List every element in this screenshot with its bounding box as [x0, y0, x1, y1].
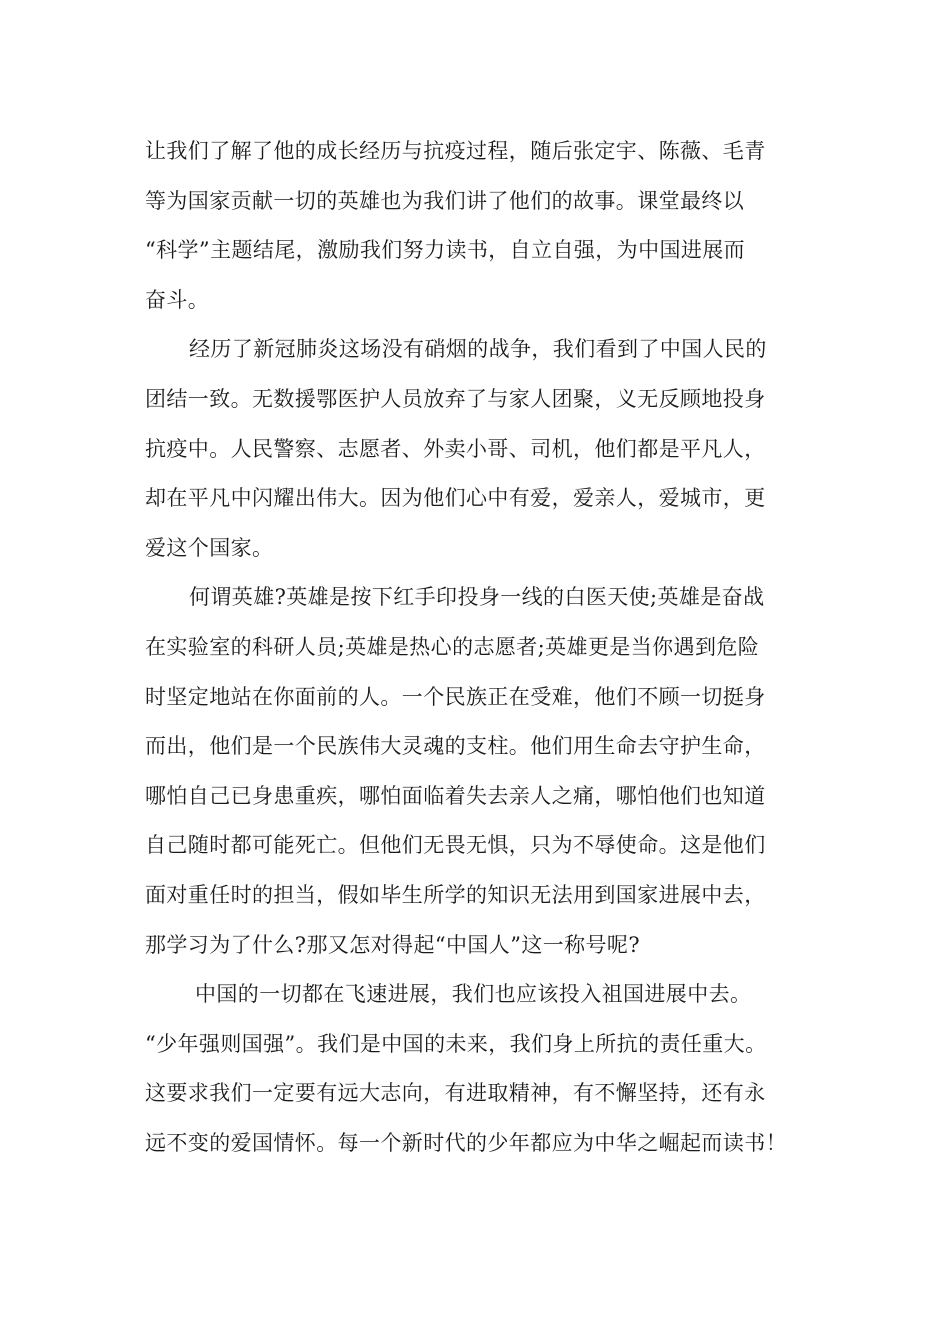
text-line: 等为国家贡献一切的英雄也为我们讲了他们的故事。课堂最终以 — [145, 188, 745, 213]
text-line: 哪怕自己已身患重疾，哪怕面临着失去亲人之痛，哪怕他们也知道 — [145, 783, 766, 808]
text-line: 自己随时都可能死亡。但他们无畏无惧，只为不辱使命。这是他们 — [145, 833, 766, 858]
text-line: 时坚定地站在你面前的人。一个民族正在受难，他们不顾一切挺身 — [145, 684, 766, 709]
text-line: 团结一致。无数援鄂医护人员放弃了与家人团聚，义无反顾地投身 — [145, 386, 766, 411]
text-line: 奋斗。 — [145, 287, 210, 312]
text-line: 那学习为了什么?那又怎对得起“中国人”这一称号呢? — [145, 932, 640, 957]
text-line: 爱这个国家。 — [145, 535, 274, 560]
text-line: 在实验室的科研人员;英雄是热心的志愿者;英雄更是当你遇到危险 — [145, 634, 760, 659]
text-line: 而出，他们是一个民族伟大灵魂的支柱。他们用生命去守护生命， — [145, 734, 766, 759]
text-line: 这要求我们一定要有远大志向，有进取精神，有不懈坚持，还有永 — [145, 1081, 766, 1106]
paragraph-start-line: 经历了新冠肺炎这场没有硝烟的战争，我们看到了中国人民的 — [189, 337, 767, 362]
text-line: “科学”主题结尾，激励我们努力读书，自立自强，为中国进展而 — [145, 238, 746, 263]
text-line: “少年强则国强”。我们是中国的未来，我们身上所抗的责任重大。 — [145, 1031, 767, 1056]
document-body — [145, 127, 835, 1168]
text-line: 让我们了解了他的成长经历与抗疫过程，随后张定宇、陈薇、毛青 — [145, 139, 766, 163]
text-line: 抗疫中。人民警察、志愿者、外卖小哥、司机，他们都是平凡人， — [145, 436, 766, 461]
text-line: 远不变的爱国情怀。每一个新时代的少年都应为中华之崛起而读书！ — [145, 1130, 787, 1155]
paragraph-start-line: 中国的一切都在飞速进展，我们也应该投入祖国进展中去。 — [195, 982, 752, 1007]
text-line: 却在平凡中闪耀出伟大。因为他们心中有爱，爱亲人，爱城市，更 — [145, 486, 766, 511]
paragraph-start-line: 何谓英雄?英雄是按下红手印投身一线的白医天使;英雄是奋战 — [189, 585, 765, 610]
text-line: 面对重任时的担当，假如毕生所学的知识无法用到国家进展中去， — [145, 882, 766, 907]
